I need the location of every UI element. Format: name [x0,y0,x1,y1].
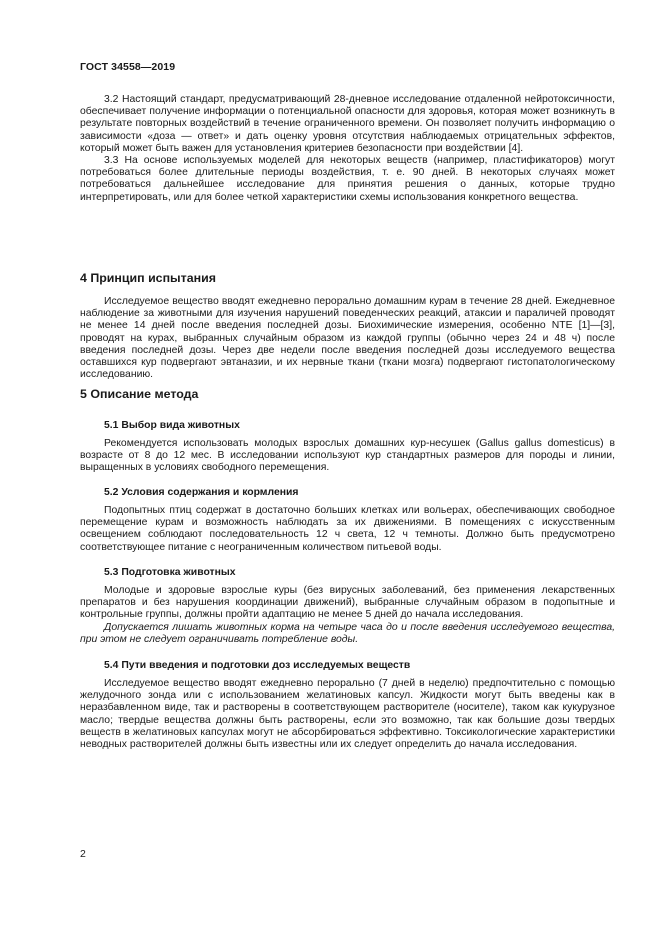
document-header: ГОСТ 34558—2019 [80,61,176,73]
subsection-5-4-text [80,678,615,751]
section-3-text [80,94,615,204]
paragraph-5-2: Подопытных птиц содержат в достаточно больших клетках или вольерах, обеспечивающих свободное перемещение курам и возможность наблюдать за их движениями. В помещениях с искусственным освещением соблюдают последовательность 12 ч света, 12 ч темноты. Должно быть предусмотрено соответствующее питание с неограниченным количеством питьевой воды. [80,505,615,553]
paragraph-5-3-note: Допускается лишать животных корма на четыре часа до и после введения исследуемого вещества, при этом не следует ограничивать потребление воды. [80,621,615,645]
subsection-5-3-heading: 5.3 Подготовка животных [104,567,236,578]
subsection-5-2-heading: 5.2 Условия содержания и кормления [104,487,299,498]
paragraph-3-2: 3.2 Настоящий стандарт, предусматривающий 28-дневное исследование отдаленной нейротоксичности, обеспечивает получение информации о потенциальной опасности для здоровья, которая может возникнуть в результате повторных воздействий в течение ограниченного времени. Он позволяет получить информацию о зависимости «доза — ответ» и дать оценку уровня отсутствия наблюдаемых отрицательных эффектов, который может быть важен для установления критериев безопасности при воздействии [4]. [80,94,615,154]
paragraph-4-1: Исследуемое вещество вводят ежедневно перорально домашним курам в течение 28 дней. Ежедневное наблюдение за животными для изучения нарушений поведенческих реакций, атаксии и параличей проводят не менее 14 дней после введения последней дозы. Биохимические измерения, особенно NTE [1]—[3], проводят на курах, выбранных случайным образом из каждой группы (обычно через 24 и 48 ч) после введения последней дозы. Через две недели после введения последней дозы исследуемого вещества оставшихся кур подвергают эвтаназии, и их нервные ткани (ткани мозга) подвергают гистопатологическому исследованию. [80,296,615,381]
paragraph-5-4: Исследуемое вещество вводят ежедневно перорально (7 дней в неделю) предпочтительно с помощью желудочного зонда или с использованием желатиновых капсул. Жидкости могут быть введены как в неразбавленном виде, так и растворены в соответствующем растворителе (носителе), таком как кукурузное масло; твердые вещества должны быть растворены, если это возможно, так как большие дозы твердых веществ в желатиновых капсулах могут не абсорбироваться эффективно. Токсикологические характеристики неводных растворителей должны быть известны или их следует определить до начала исследования. [80,678,615,751]
subsection-5-1-heading: 5.1 Выбор вида животных [104,420,240,431]
paragraph-5-1: Рекомендуется использовать молодых взрослых домашних кур-несушек (Gallus gallus domesticus) в возрасте от 8 до 12 мес. В исследовании используют кур стандартных размеров для породы и линии, выращенных в условиях свободного перемещения. [80,438,615,474]
paragraph-5-3: Молодые и здоровые взрослые куры (без вирусных заболеваний, без применения лекарственных препаратов и без нарушения координации движений), выбранные случайным образом в подопытные и контрольные группы, должны пройти адаптацию не менее 5 дней до начала исследования. [80,585,615,621]
section-4-text [80,296,615,381]
subsection-5-1-text [80,438,615,475]
section-4-heading: 4 Принцип испытания [80,271,216,285]
subsection-5-4-heading: 5.4 Пути введения и подготовки доз исследуемых веществ [104,660,411,671]
subsection-5-2-text [80,505,615,554]
page-number: 2 [80,848,86,860]
section-5-heading: 5 Описание метода [80,387,199,401]
paragraph-3-3: 3.3 На основе используемых моделей для некоторых веществ (например, пластификаторов) могут потребоваться более длительные периоды воздействия, т. е. 90 дней. В некоторых случаях может потребоваться дальнейшее исследование для принятия решения о данных, которые трудно интерпретировать, или для более четкой характеристики схемы использования конкретного вещества. [80,155,615,203]
subsection-5-3-text [80,585,615,646]
